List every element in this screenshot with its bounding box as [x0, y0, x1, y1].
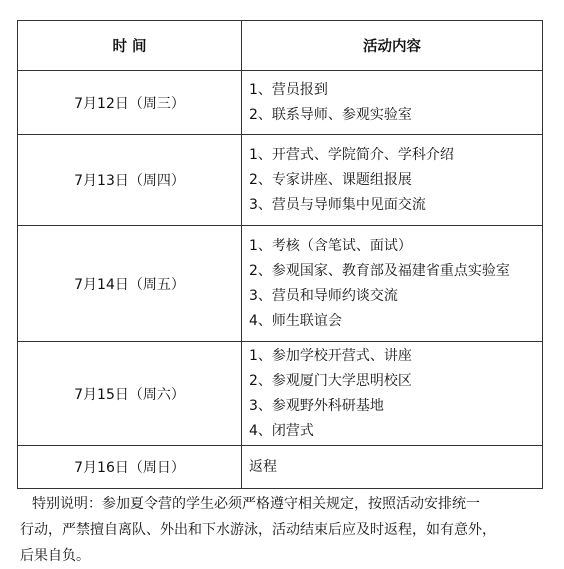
activity-item: 2、参观国家、教育部及福建省重点实验室 [249, 262, 510, 279]
table-row [18, 135, 543, 226]
table-row [18, 446, 543, 489]
activity-item: 1、考核（含笔试、面试） [249, 237, 412, 254]
row-date: 7月16日（周日） [18, 446, 242, 489]
table-row [18, 226, 543, 342]
note-line: 行动，严禁擅自离队、外出和下水游泳，活动结束后应及时返程，如有意外， [20, 522, 496, 538]
activity-item: 1、参加学校开营式、讲座 [249, 347, 412, 364]
activity-item: 1、营员报到 [249, 81, 328, 98]
table-row [18, 342, 543, 446]
activity-item: 3、营员与导师集中见面交流 [249, 196, 426, 213]
row-date: 7月12日（周三） [18, 71, 242, 135]
row-activities [242, 135, 543, 226]
note-line: 特别说明：参加夏令营的学生必须严格遵守相关规定，按照活动安排统一 [32, 496, 480, 512]
row-date: 7月13日（周四） [18, 135, 242, 226]
row-date: 7月15日（周六） [18, 342, 242, 446]
special-note [20, 491, 557, 569]
row-date: 7月14日（周五） [18, 226, 242, 342]
activity-item: 3、参观野外科研基地 [249, 397, 384, 414]
row-activities [242, 446, 543, 489]
row-activities [242, 226, 543, 342]
activity-item: 返程 [249, 458, 277, 475]
header-time: 时 间 [18, 21, 242, 71]
row-activities [242, 71, 543, 135]
activity-item: 2、参观厦门大学思明校区 [249, 372, 412, 389]
table-row [18, 71, 543, 135]
activity-item: 3、营员和导师约谈交流 [249, 287, 398, 304]
note-line: 后果自负。 [20, 548, 90, 564]
activity-item: 4、师生联谊会 [249, 312, 342, 329]
row-activities [242, 342, 543, 446]
activity-item: 1、开营式、学院简介、学科介绍 [249, 146, 454, 163]
activity-item: 4、闭营式 [249, 422, 314, 439]
activity-item: 2、专家讲座、课题组报展 [249, 171, 412, 188]
schedule-table [17, 20, 543, 489]
table-header-row [18, 21, 543, 71]
activity-item: 2、联系导师、参观实验室 [249, 106, 412, 123]
header-activities: 活动内容 [242, 21, 543, 71]
